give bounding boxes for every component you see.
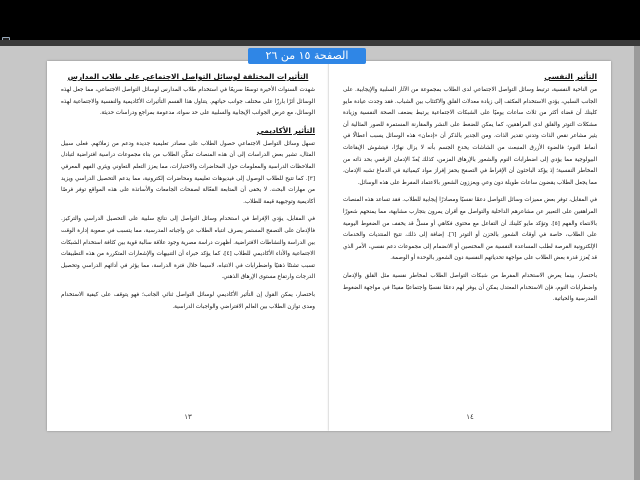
paragraph: في المقابل، يؤدي الإفراط في استخدام وسائل التواصل إلى نتائج سلبية على التحصيل الدراسي والتركيز. فالإدمان على التصفح المستمر يصرف انتباه الطلاب عن واجباته المدرسية، مما يتسبب في صعوبة إدارة الوقت بين الدراسة والنشاطات الافتراضية. أظهرت دراسة مصرية وجود علاقة سالبة قوية بين كثافة استخدام الشبكات الاجتماعية والأداء الأكاديمي للطلاب [٤]، كما يؤكد خبراء أن التنبيهات والإشعارات المتكررة من هذه التطبيقات تسبب تشتتًا ذهنيًا واضطرابات في الانتباه، لاسيما خلال فترة الدراسة، مما يؤثر في أدائهم الدراسي وتحصيل الدرجات وارتفاع مستوى الإرهاق الذهني. (61, 216, 315, 281)
section-heading: التأثيرات المختلفة لوسائل التواصل الاجتماعي على طلاب المدارس (67, 72, 309, 81)
page-indicator: الصفحة ١٥ من ٢٦ (248, 48, 366, 64)
paragraph: باختصار، بينما يعرض الاستخدام المفرط من شبكات التواصل الطلاب لمخاطر نفسية مثل القلق والإدمان واضطرابات النوم، فإن الاستخدام المعتدل يمكن أن يوفر لهم دعمًا نفسيًا واجتماعيًا مفيدًا في مواجهة الضغوط المدرسية والحياتية. (343, 272, 597, 303)
paragraph: شهدت السنوات الأخيرة توسعًا سريعًا في استخدام طلاب المدارس لوسائل التواصل الاجتماعي، مما جعل لهذه الوسائل أثرًا بارزًا على مختلف جوانب حياتهم. يتناول هذا القسم التأثيرات الأكاديمية والنفسية والاجتماعية لهذه الوسائل، مع عرض الجوانب الإيجابية والسلبية على حد سواء، مدعومة بمراجع ودراسات حديثة. (61, 87, 315, 117)
page-13 (47, 61, 329, 431)
page-number: ١٤ (466, 413, 474, 421)
subheading-psychological: التأثير النفسي (544, 72, 597, 81)
page-number: ١٣ (184, 413, 192, 421)
paragraph: في المقابل، توفر بعض مميزات وسائل التواصل دعمًا نفسيًا ومصادرًا إيجابية للطلاب. فقد تساعد هذه المنصات المراهقين على التعبير عن مشاعرهم الداخلية والتواصل مع أقران يمرون بتجارب مشابهة، مما يمنحهم شعورًا بالانتماء والفهم [٥]. وتؤكد مايو كلينك أن التفاعل مع محتوى فكاهي أو مسلٍّ قد يخفف من الضغوط اليومية على الطلاب، خاصة في أوقات الشعور بالحزن أو التوتر [٦]. إضافة إلى ذلك، تتيح المنتديات والخدمات الإلكترونية الفرصة لطلب المساعدة النفسية من المختصين أو الانضمام إلى مجموعات دعم نفسي، الأمر الذي قد يُعزز قدرة بعض الطلاب على مواجهة تحدياتهم النفسية دون الشعور بالوحدة أو الوصمة. (343, 197, 598, 262)
subheading-academic: التأثير الأكاديمي (256, 125, 315, 135)
paragraph: من الناحية النفسية، ترتبط وسائل التواصل الاجتماعي لدى الطلاب بمجموعة من الآثار السلبية والإيجابية. على الجانب السلبي، يؤدي الاستخدام المكثف إلى زيادة معدلات القلق والاكتئاب بين الشباب. فقد وجدت عيادة مايو كلينك أن قضاء أكثر من ثلاث ساعات يوميًا على الشبكات الاجتماعية يرتبط بضعف الصحة النفسية وزيادة مشكلات التوتر والقلق لدى المراهقين، كما يمكن للضغط على النشر والمقارنة المستمرة للصور المثالية أن يثير مشاعر نقص الذات وتدني تقدير الذات. ومن الجدير بالذكر أن «إدمان» هذه الوسائل يسبب أعطالًا في أنماط النوم؛ فالضوء الأزرق المنبعث من الشاشات يخدع الجسم بأنه لا يزال نهارًا، فيتشوش الإيقاعات البيولوجية مما يؤدي إلى اضطرابات النوم والشعور بالإرهاق المزمن، كذلك يُعدّ الإدمان الرقمي بحد ذاته من المخاطر النفسية؛ إذ يؤكد الباحثون أن الإفراط في التصفح يحفز إفراز مواد كيميائية في الدماغ تشبه الإدمان، مما يجعل الطلاب يقضون ساعات طويلة دون وعي ويعززون الشعور بالاعتماد المفرط على هذه الوسائل. (343, 87, 597, 186)
paragraph: باختصار، يمكن القول إن التأثير الأكاديمي لوسائل التواصل ثنائي الجانب؛ فهو يتوقف على كيفية الاستخدام ومدى توازن الطلاب بين العالم الافتراضي والواجبات الدراسية. (61, 291, 315, 310)
page-14 (329, 61, 611, 431)
toolbar (0, 0, 640, 40)
paragraph: تسهل وسائل التواصل الاجتماعي حصول الطلاب على مصادر تعليمية جديدة ودعم من زملائهم. فعلى سبيل المثال، تشير بعض الدراسات إلى أن هذه المنصات تمكّن الطلاب من بناء مجموعات دراسية افتراضية لتبادل الملاحظات الدراسية والمعلومات حول المحاضرات والاختبارات، مما يعزز التعلم التعاوني ويثري الفهم المعرفي [٣]. كما تتيح للطلاب الوصول إلى فيديوهات تعليمية ومحاضرات إلكترونية، مما يدعم التحصيل الدراسي ويزيد من مهارات البحث. لا يخفى أن المتابعة الفعّالة لصفحات الجامعات والأساتذة على هذه المواقع توفر فرصًا أكاديمية وتوجيهية قيمة للطلاب. (61, 140, 315, 205)
vertical-scrollbar[interactable] (634, 46, 640, 480)
